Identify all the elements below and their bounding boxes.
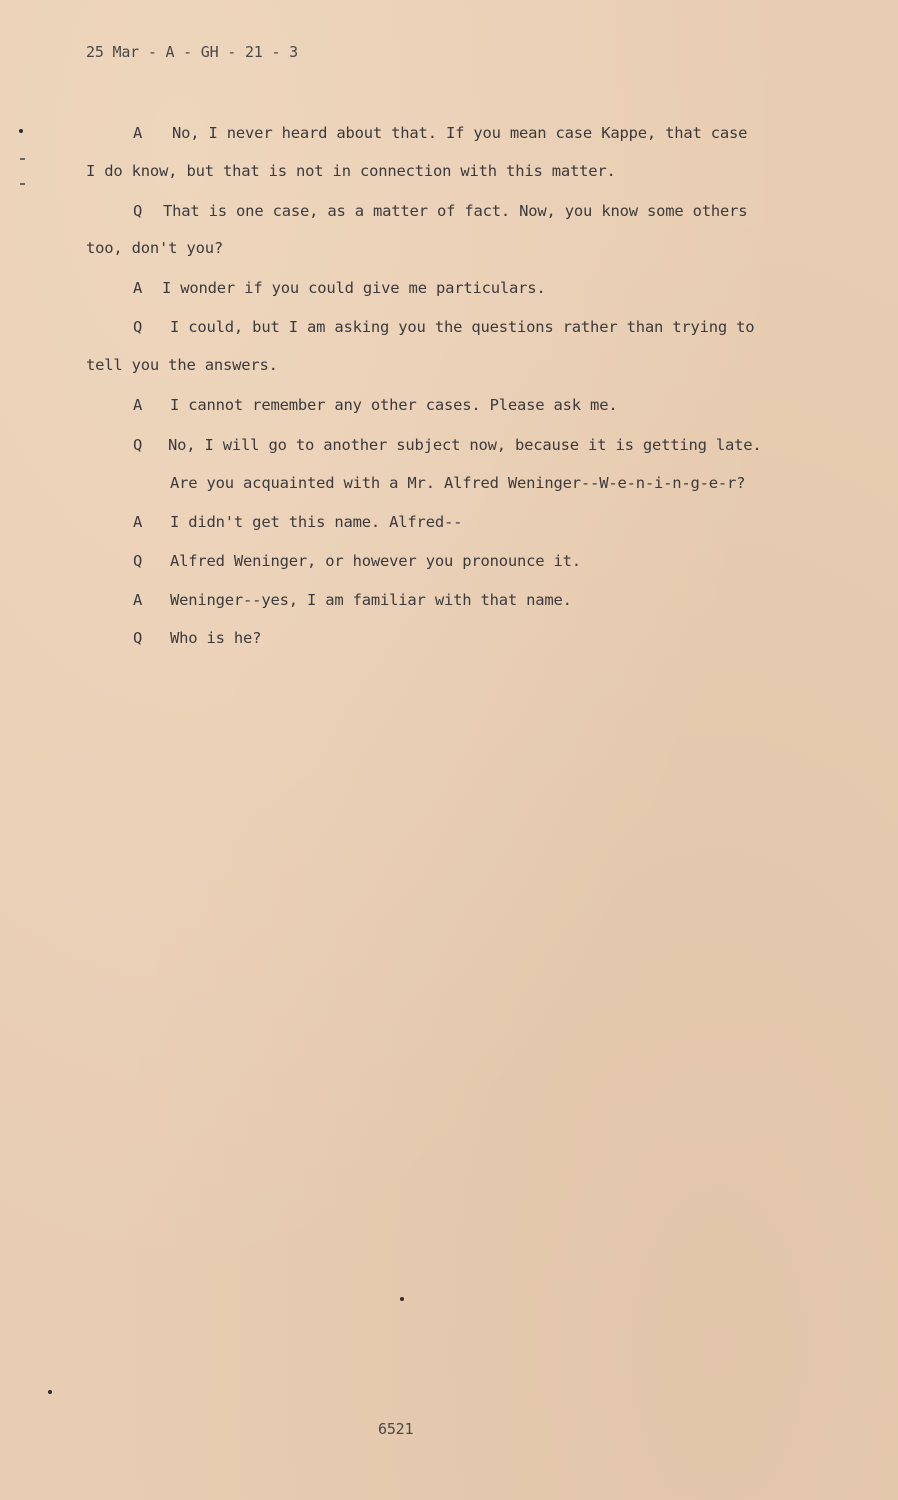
transcript-line: too, don't you?	[86, 239, 223, 257]
margin-tick	[20, 183, 25, 185]
speaker-marker: A	[133, 396, 143, 414]
margin-dot	[19, 129, 23, 133]
transcript-line: I do know, but that is not in connection with this matter.	[86, 162, 616, 180]
speaker-marker: Q	[133, 552, 143, 570]
transcript-line: That is one case, as a matter of fact. Now, you know some others	[163, 202, 748, 220]
margin-dot	[48, 1390, 52, 1394]
transcript-line: Weninger--yes, I am familiar with that name.	[170, 591, 572, 609]
transcript-line: No, I will go to another subject now, because it is getting late.	[168, 436, 762, 454]
speaker-marker: A	[133, 513, 143, 531]
speaker-marker: A	[133, 279, 143, 297]
margin-dot	[400, 1297, 404, 1301]
speaker-marker: A	[133, 591, 143, 609]
transcript-line: No, I never heard about that. If you mean case Kappe, that case	[172, 124, 748, 142]
transcript-line: Alfred Weninger, or however you pronounce it.	[170, 552, 581, 570]
transcript-line: I wonder if you could give me particulars.	[162, 279, 546, 297]
page-header: 25 Mar - A - GH - 21 - 3	[86, 43, 298, 61]
transcript-line: tell you the answers.	[86, 356, 278, 374]
speaker-marker: Q	[133, 629, 143, 647]
speaker-marker: Q	[133, 436, 143, 454]
margin-tick	[20, 158, 25, 160]
speaker-marker: Q	[133, 202, 143, 220]
transcript-line: Who is he?	[170, 629, 262, 647]
transcript-line: I didn't get this name. Alfred--	[170, 513, 463, 531]
speaker-marker: Q	[133, 318, 143, 336]
page-number: 6521	[378, 1420, 414, 1438]
transcript-line: I cannot remember any other cases. Please ask me.	[170, 396, 618, 414]
transcript-line: Are you acquainted with a Mr. Alfred Weninger--W-e-n-i-n-g-e-r?	[170, 474, 746, 492]
transcript-line: I could, but I am asking you the questions rather than trying to	[170, 318, 755, 336]
speaker-marker: A	[133, 124, 143, 142]
